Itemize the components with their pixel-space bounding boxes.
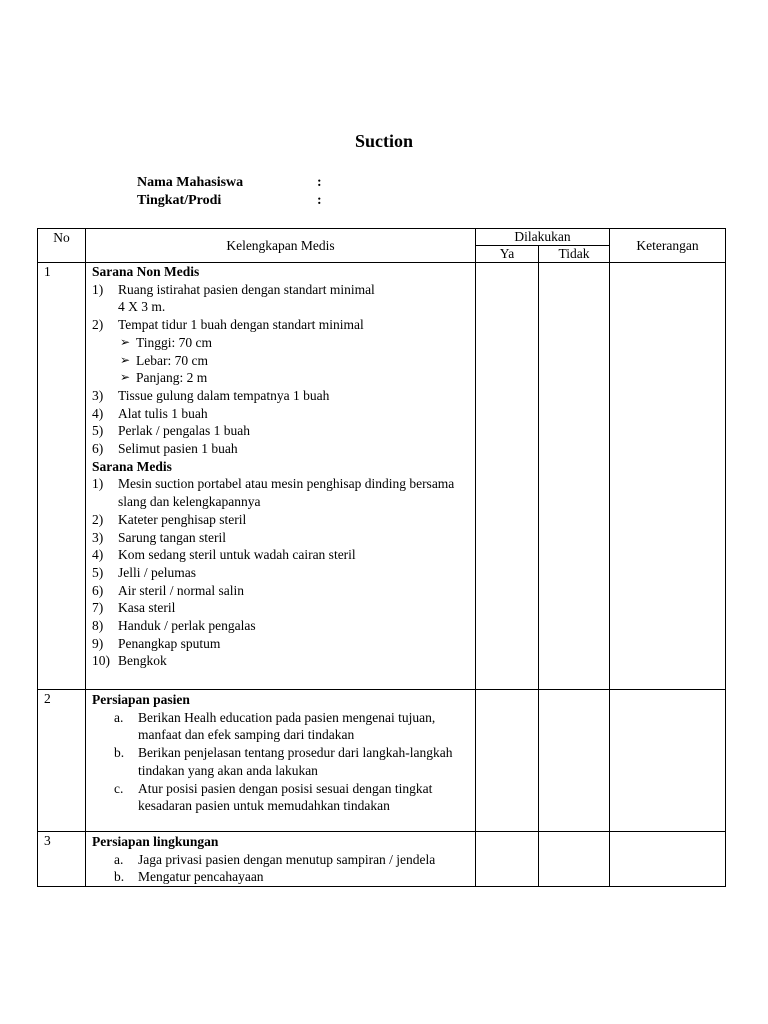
header-equipment: Kelengkapan Medis (86, 229, 476, 263)
not-done-cell[interactable] (539, 690, 610, 832)
notes-cell[interactable] (610, 832, 726, 887)
list-item: 5) Perlak / pengalas 1 buah (92, 423, 250, 439)
list-item: 5) Jelli / pelumas (92, 564, 196, 580)
row-number: 2 (38, 690, 86, 832)
notes-cell[interactable] (610, 263, 726, 690)
list-item: 7) Kasa steril (92, 600, 176, 616)
student-name-field (137, 175, 322, 191)
yes-cell[interactable] (476, 832, 539, 887)
list-item: c. Atur posisi pasien dengan posisi sesuai dengan tingkat kesadaran pasien untuk memudahkan tindakan (114, 780, 433, 814)
notes-cell[interactable] (610, 690, 726, 832)
row-number: 3 (38, 832, 86, 887)
student-level-colon: : (317, 193, 322, 208)
header-not-done: Tidak (539, 246, 610, 263)
list-item: 6) Air steril / normal salin (92, 582, 244, 598)
list-item: 2) Tempat tidur 1 buah dengan standart minimal (92, 317, 364, 333)
item-list (92, 281, 471, 334)
section-heading: Persiapan pasien (92, 692, 190, 707)
table-row (38, 263, 726, 690)
row-number: 1 (38, 263, 86, 690)
student-name-colon: : (317, 175, 322, 190)
yes-cell[interactable] (476, 690, 539, 832)
student-name-label: Nama Mahasiswa (137, 175, 244, 190)
checklist-table (37, 228, 726, 887)
page-title: Suction (354, 131, 414, 151)
header-notes: Keterangan (610, 229, 726, 263)
row-content (86, 832, 476, 887)
list-item: 3) Tissue gulung dalam tempatnya 1 buah (92, 387, 330, 403)
header-done: Dilakukan (476, 229, 610, 246)
section-heading: Sarana Medis (92, 458, 172, 474)
item-list (92, 851, 471, 886)
arrow-bullet-icon: ➢ (120, 334, 131, 349)
list-item: 4) Kom sedang steril untuk wadah cairan steril (92, 547, 356, 563)
header-yes: Ya (476, 246, 539, 263)
yes-cell[interactable] (476, 263, 539, 690)
header-no: No (38, 229, 86, 263)
row-content (86, 263, 476, 690)
item-list (92, 475, 471, 670)
list-item: 2) Kateter penghisap steril (92, 511, 247, 527)
not-done-cell[interactable] (539, 832, 610, 887)
student-level-label: Tingkat/Prodi (137, 193, 222, 208)
list-item: b. Berikan penjelasan tentang prosedur dari langkah-langkah tindakan yang akan anda lakukan (114, 745, 453, 778)
list-item: 9) Penangkap sputum (92, 635, 221, 651)
item-list (92, 387, 471, 458)
table-row (38, 690, 726, 832)
bullet-list (92, 334, 471, 387)
list-item: ➢ Tinggi: 70 cm (120, 334, 213, 350)
list-item: 3) Sarung tangan steril (92, 529, 226, 545)
row-content (86, 690, 476, 832)
list-item: b. Mengatur pencahayaan (114, 869, 264, 885)
list-item: ➢ Panjang: 2 m (120, 370, 208, 386)
list-item: ➢ Lebar: 70 cm (120, 352, 208, 368)
student-level-field (137, 193, 322, 209)
section-heading: Persiapan lingkungan (92, 834, 219, 849)
table-row (38, 832, 726, 887)
arrow-bullet-icon: ➢ (120, 370, 131, 385)
list-item: a. Berikan Healh education pada pasien mengenai tujuan, manfaat dan efek samping dari tindakan (114, 709, 436, 743)
list-item: 1) Ruang istirahat pasien dengan standart minimal 4 X 3 m. (92, 281, 375, 315)
list-item: 10) Bengkok (92, 653, 167, 669)
list-item: 8) Handuk / perlak pengalas (92, 618, 256, 634)
list-item: 4) Alat tulis 1 buah (92, 405, 208, 421)
arrow-bullet-icon: ➢ (120, 352, 131, 367)
section-heading: Sarana Non Medis (92, 264, 200, 279)
list-item: 6) Selimut pasien 1 buah (92, 441, 238, 457)
list-item: a. Jaga privasi pasien dengan menutup sampiran / jendela (114, 851, 436, 867)
list-item: 1) Mesin suction portabel atau mesin penghisap dinding bersama slang dan kelengkapannya (92, 476, 455, 510)
not-done-cell[interactable] (539, 263, 610, 690)
item-list (92, 709, 471, 815)
